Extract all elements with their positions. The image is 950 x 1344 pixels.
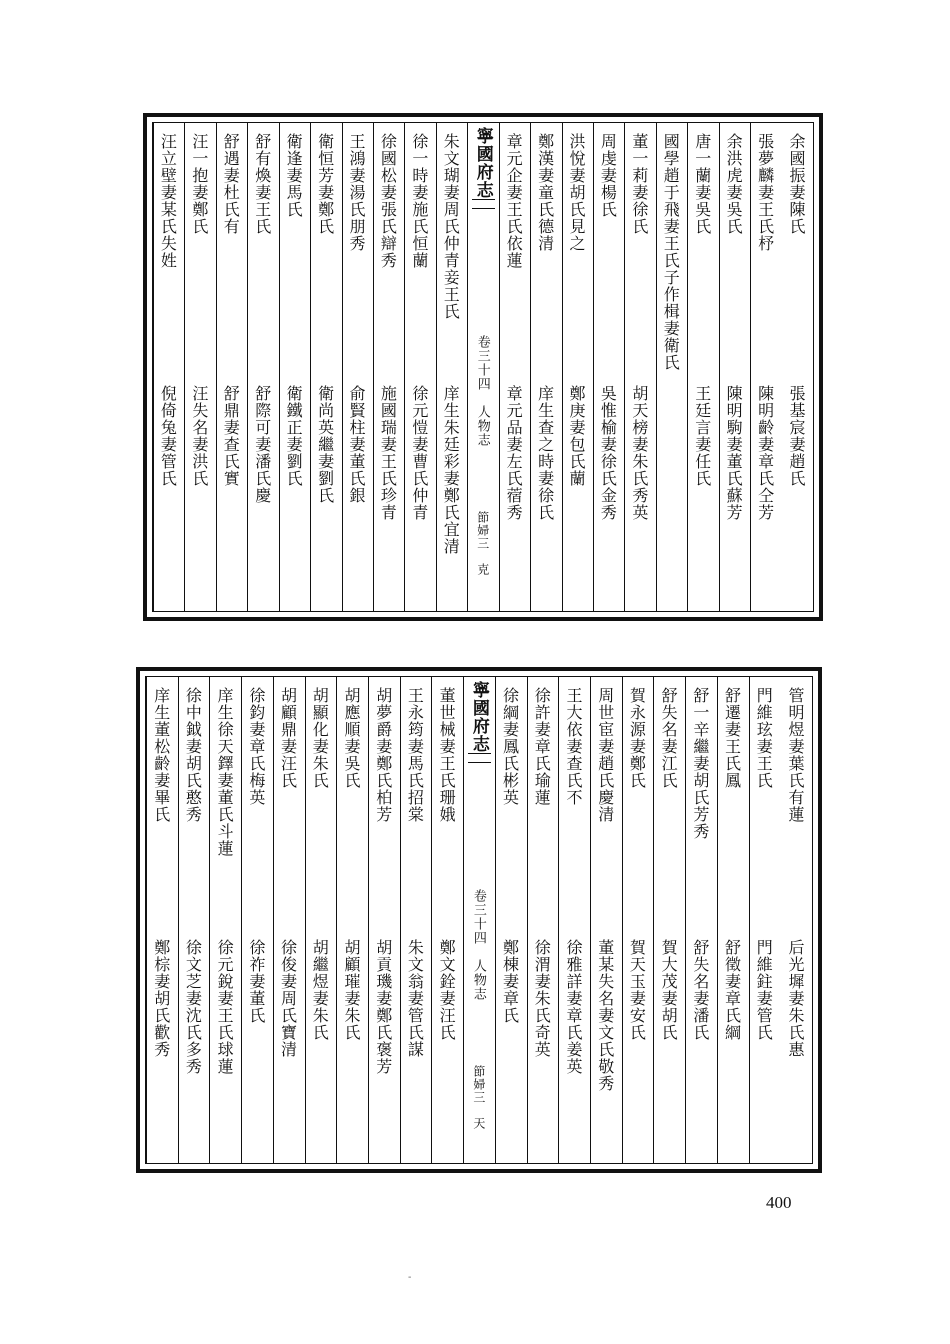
entry-upper: 鄭漢妻童氏德清 xyxy=(535,133,555,252)
entry-lower: 舒失名妻潘氏 xyxy=(690,939,710,1041)
entry-upper: 舒有煥妻王氏 xyxy=(252,133,272,235)
entry-lower: 張基宸妻趙氏 xyxy=(786,385,806,487)
top-page-panel xyxy=(143,113,823,621)
entry-column xyxy=(499,123,530,611)
entry-upper: 周虔妻楊氏 xyxy=(598,133,618,218)
entry-upper: 胡顧鼎妻汪氏 xyxy=(278,687,298,789)
entry-column xyxy=(279,123,310,611)
bottom-page-columns xyxy=(145,676,813,1164)
entry-upper: 徐國松妻張氏辯秀 xyxy=(378,133,398,269)
entry-column xyxy=(146,677,178,1163)
entry-lower: 舒徵妻章氏綱 xyxy=(722,939,742,1041)
entry-upper: 舒失名妻江氏 xyxy=(659,687,679,789)
entry-column xyxy=(622,677,654,1163)
entry-upper: 唐一蘭妻吳氏 xyxy=(692,133,712,235)
entry-upper: 徐中鉞妻胡氏憨秀 xyxy=(183,687,203,823)
entry-lower: 徐祚妻董氏 xyxy=(246,939,266,1024)
entry-lower: 王廷言妻任氏 xyxy=(692,385,712,487)
entry-lower: 徐雅詳妻章氏姜英 xyxy=(563,939,583,1075)
entry-column xyxy=(305,677,337,1163)
entry-lower: 徐俊妻周氏寶清 xyxy=(278,939,298,1058)
entry-lower: 施國瑞妻王氏珍青 xyxy=(378,385,398,521)
entry-upper: 朱文瑚妻周氏仲青妾王氏 xyxy=(441,133,461,320)
entry-upper: 王鴻妻湯氏朋秀 xyxy=(346,133,366,252)
entry-upper: 庠生徐天鐸妻董氏斗蓮 xyxy=(215,687,235,857)
entry-upper: 徐鈞妻章氏梅英 xyxy=(246,687,266,806)
header-title: 寧國府志 xyxy=(472,127,493,199)
fish-tail-mark xyxy=(468,753,491,763)
entry-upper: 徐綱妻鳳氏彬英 xyxy=(500,687,520,806)
entry-lower: 徐元愷妻曹氏仲青 xyxy=(409,385,429,521)
entry-column xyxy=(593,123,624,611)
entry-lower: 章元品妻左氏蓿秀 xyxy=(504,385,524,521)
entry-column xyxy=(400,677,432,1163)
entry-lower: 鄭棕妻胡氏歡秀 xyxy=(151,939,171,1058)
entry-column xyxy=(782,123,813,611)
entry-upper: 舒遷妻王氏鳳 xyxy=(722,687,742,789)
entry-column xyxy=(241,677,273,1163)
entry-lower: 庠生查之時妻徐氏 xyxy=(535,385,555,521)
entry-column xyxy=(247,123,278,611)
entry-column xyxy=(404,123,435,611)
entry-lower: 徐文芝妻沈氏多秀 xyxy=(183,939,203,1075)
entry-upper: 庠生董松齡妻畢氏 xyxy=(151,687,171,823)
bottom-page-panel xyxy=(136,667,822,1173)
bottom-mark: - xyxy=(408,1272,412,1283)
header-section: 卷三十四 人物志 xyxy=(470,889,486,1001)
entry-lower: 董某失名妻文氏敬秀 xyxy=(595,939,615,1092)
entry-upper: 賀永源妻鄭氏 xyxy=(627,687,647,789)
entry-column xyxy=(373,123,404,611)
page-number: 400 xyxy=(766,1193,792,1212)
entry-lower: 吳惟榆妻徐氏金秀 xyxy=(598,385,618,521)
entry-column xyxy=(336,677,368,1163)
entry-column xyxy=(780,677,812,1163)
entry-column xyxy=(558,677,590,1163)
entry-lower: 陳明駒妻董氏蘇芳 xyxy=(724,385,744,521)
header-section: 卷三十四 人物志 xyxy=(474,335,490,447)
entry-lower: 俞賢柱妻董氏銀 xyxy=(346,385,366,504)
entry-upper: 徐許妻章氏瑜蓮 xyxy=(532,687,552,806)
entry-lower: 庠生朱廷彩妻鄭氏宜清 xyxy=(441,385,461,555)
header-title: 寧國府志 xyxy=(468,681,489,753)
entry-column xyxy=(310,123,341,611)
entry-lower: 鄭文銓妻汪氏 xyxy=(437,939,457,1041)
entry-column xyxy=(656,123,687,611)
entry-upper: 余洪虎妻吳氏 xyxy=(724,133,744,235)
entry-lower: 鄭庚妻包氏蘭 xyxy=(566,385,586,487)
entry-column xyxy=(717,677,749,1163)
entry-lower: 門維鉒妻管氏 xyxy=(754,939,774,1041)
entry-lower: 徐渭妻朱氏奇英 xyxy=(532,939,552,1058)
entry-upper: 章元企妻王氏依蓮 xyxy=(504,133,524,269)
entry-column xyxy=(368,677,400,1163)
entry-upper: 國學趙于飛妻王氏子作楫妻衛氏 xyxy=(661,133,681,371)
header-column xyxy=(467,123,498,611)
entry-upper: 洪悅妻胡氏見之 xyxy=(566,133,586,252)
entry-upper: 胡顯化妻朱氏 xyxy=(310,687,330,789)
entry-column xyxy=(749,677,781,1163)
entry-lower: 汪失名妻洪氏 xyxy=(189,385,209,487)
entry-column xyxy=(495,677,527,1163)
entry-upper: 衛恒芳妻鄭氏 xyxy=(315,133,335,235)
entry-column xyxy=(590,677,622,1163)
entry-upper: 胡夢爵妻鄭氏柏芳 xyxy=(373,687,393,823)
entry-column xyxy=(216,123,247,611)
entry-upper: 徐一時妻施氏恒蘭 xyxy=(409,133,429,269)
entry-lower: 胡天榜妻朱氏秀英 xyxy=(629,385,649,521)
entry-column xyxy=(342,123,373,611)
entry-lower: 倪倚兔妻管氏 xyxy=(158,385,178,487)
entry-column xyxy=(436,123,467,611)
entry-lower: 舒際可妻潘氏慶 xyxy=(252,385,272,504)
entry-lower: 胡繼煜妻朱氏 xyxy=(310,939,330,1041)
entry-lower: 賀天玉妻安氏 xyxy=(627,939,647,1041)
entry-lower: 舒鼎妻查氏實 xyxy=(221,385,241,487)
entry-lower: 衛鐵正妻劉氏 xyxy=(284,385,304,487)
entry-upper: 管明煜妻葉氏有蓮 xyxy=(785,687,805,823)
entry-lower: 賀大茂妻胡氏 xyxy=(659,939,679,1041)
entry-upper: 衛逢妻馬氏 xyxy=(284,133,304,218)
entry-lower: 胡貢璣妻鄭氏褒芳 xyxy=(373,939,393,1075)
header-column xyxy=(463,677,495,1163)
entry-column xyxy=(687,123,718,611)
entry-upper: 汪一抱妻鄭氏 xyxy=(189,133,209,235)
entry-column xyxy=(624,123,655,611)
entry-column xyxy=(685,677,717,1163)
entry-upper: 董一莉妻徐氏 xyxy=(629,133,649,235)
entry-upper: 門維玹妻王氏 xyxy=(754,687,774,789)
entry-upper: 王永筠妻馬氏招棠 xyxy=(405,687,425,823)
entry-lower: 胡顧璀妻朱氏 xyxy=(341,939,361,1041)
entry-upper: 王大依妻查氏不 xyxy=(563,687,583,806)
entry-column xyxy=(527,677,559,1163)
entry-lower: 陳明齡妻章氏仝芳 xyxy=(755,385,775,521)
entry-column xyxy=(530,123,561,611)
entry-upper: 汪立壁妻某氏失姓 xyxy=(158,133,178,269)
entry-column xyxy=(184,123,215,611)
entry-lower: 后光墀妻朱氏惠 xyxy=(785,939,805,1058)
header-page: 節婦三 天 xyxy=(471,1065,486,1130)
entry-column xyxy=(562,123,593,611)
entry-upper: 周世宦妻趙氏慶清 xyxy=(595,687,615,823)
entry-upper: 張夢麟妻王氏杼 xyxy=(755,133,775,252)
entry-upper: 余國振妻陳氏 xyxy=(786,133,806,235)
entry-column xyxy=(431,677,463,1163)
entry-column xyxy=(178,677,210,1163)
entry-lower: 徐元銳妻王氏球蓮 xyxy=(215,939,235,1075)
entry-lower: 鄭棟妻章氏 xyxy=(500,939,520,1024)
fish-tail-mark xyxy=(472,199,494,209)
entry-upper: 舒遇妻杜氏有 xyxy=(221,133,241,235)
entry-column xyxy=(273,677,305,1163)
header-page: 節婦三 克 xyxy=(475,511,490,576)
entry-lower: 衛尚英繼妻劉氏 xyxy=(315,385,335,504)
entry-column xyxy=(153,123,184,611)
entry-upper: 胡應順妻吳氏 xyxy=(341,687,361,789)
entry-column xyxy=(750,123,781,611)
entry-upper: 董世械妻王氏珊娥 xyxy=(437,687,457,823)
entry-upper: 舒一辛繼妻胡氏芳秀 xyxy=(690,687,710,840)
entry-column xyxy=(653,677,685,1163)
entry-lower: 朱文翁妻管氏謀 xyxy=(405,939,425,1058)
top-page-columns xyxy=(152,122,814,612)
entry-column xyxy=(719,123,750,611)
entry-column xyxy=(209,677,241,1163)
